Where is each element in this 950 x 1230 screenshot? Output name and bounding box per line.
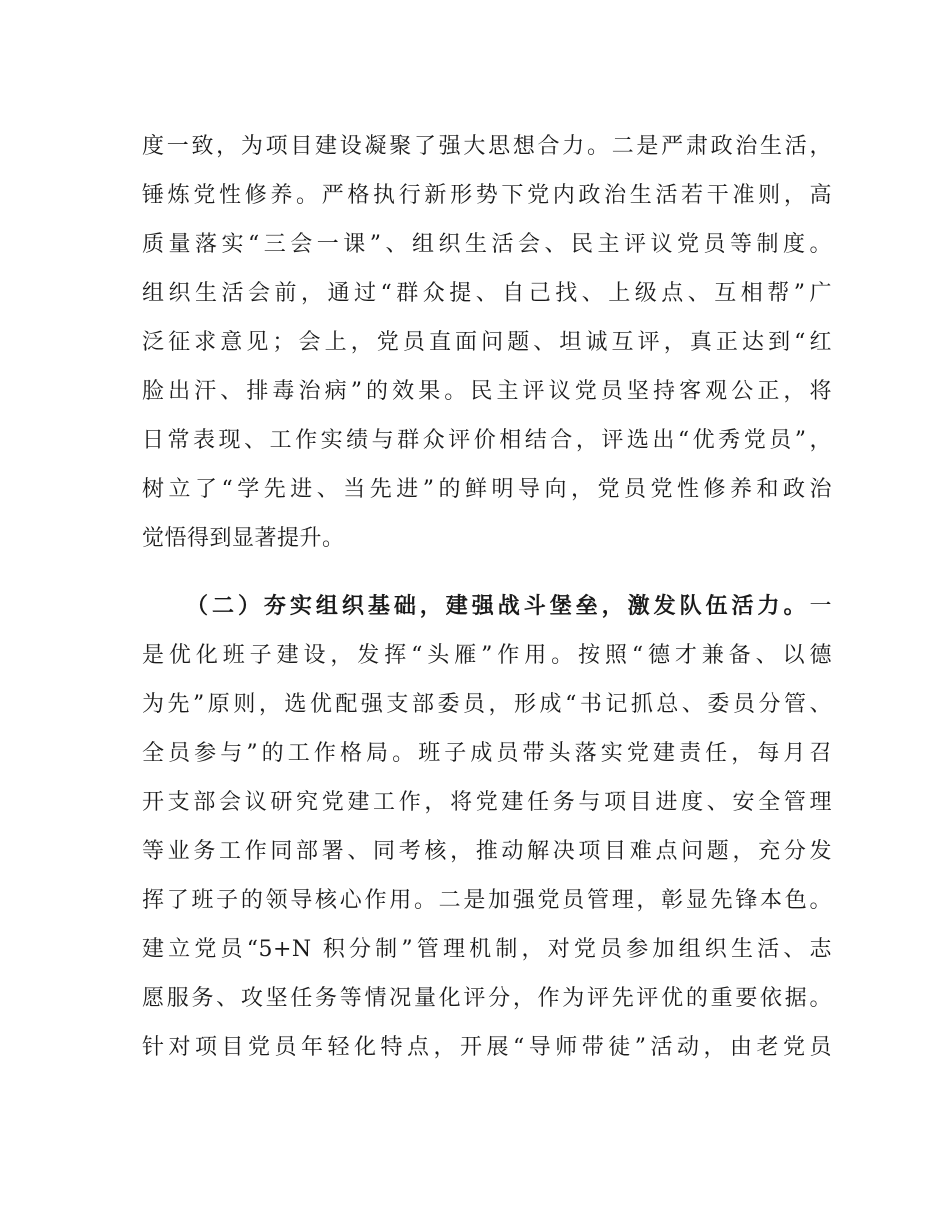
paragraph2-line-4: 全员参与”的工作格局。班子成员带头落实党建责任，每月召 — [142, 741, 832, 766]
section-heading: （二）夯实组织基础，建强战斗堡垒，激发队伍活力。 — [186, 593, 810, 619]
paragraph1-line-9: 觉悟得到显著提升。 — [142, 526, 345, 551]
paragraph1-line-3: 质量落实“三会一课”、组织生活会、民主评议党员等制度。 — [142, 232, 832, 257]
paragraph2-first-line — [142, 582, 832, 631]
paragraph2-line-3: 为先”原则，选优配强支部委员，形成“书记抓总、委员分管、 — [142, 692, 832, 717]
paragraph1-line-4: 组织生活会前，通过“群众提、自己找、上级点、互相帮”广 — [142, 281, 832, 306]
paragraph1-line-5: 泛征求意见；会上，党员直面问题、坦诚互评，真正达到“红 — [142, 330, 832, 355]
paragraph1-line-8: 树立了“学先进、当先进”的鲜明导向，党员党性修养和政治 — [142, 477, 832, 502]
paragraph1-line-1: 度一致，为项目建设凝聚了强大思想合力。二是严肃政治生活， — [142, 134, 832, 159]
paragraph2-line-8: 建立党员“5+N 积分制”管理机制，对党员参加组织生活、志 — [142, 937, 832, 962]
paragraph2-line-9: 愿服务、攻坚任务等情况量化评分，作为评先评优的重要依据。 — [142, 986, 832, 1011]
paragraph2-first-line-rest: 一 — [809, 594, 832, 619]
paragraph2-line-7: 挥了班子的领导核心作用。二是加强党员管理，彰显先锋本色。 — [142, 888, 832, 913]
paragraph1-line-6: 脸出汗、排毒治病”的效果。民主评议党员坚持客观公正，将 — [142, 379, 832, 404]
paragraph2-line-6: 等业务工作同部署、同考核，推动解决项目难点问题，充分发 — [142, 839, 832, 864]
body-text — [142, 122, 832, 1072]
paragraph2-line-5: 开支部会议研究党建工作，将党建任务与项目进度、安全管理 — [142, 790, 832, 815]
paragraph-gap — [142, 563, 832, 582]
paragraph1-line-7: 日常表现、工作实绩与群众评价相结合，评选出“优秀党员”， — [142, 428, 832, 453]
paragraph2-line-2: 是优化班子建设，发挥“头雁”作用。按照“德才兼备、以德 — [142, 643, 832, 668]
paragraph1-line-2: 锤炼党性修养。严格执行新形势下党内政治生活若干准则，高 — [142, 183, 832, 208]
paragraph2-line-10: 针对项目党员年轻化特点，开展“导师带徒”活动，由老党员 — [142, 1035, 832, 1060]
